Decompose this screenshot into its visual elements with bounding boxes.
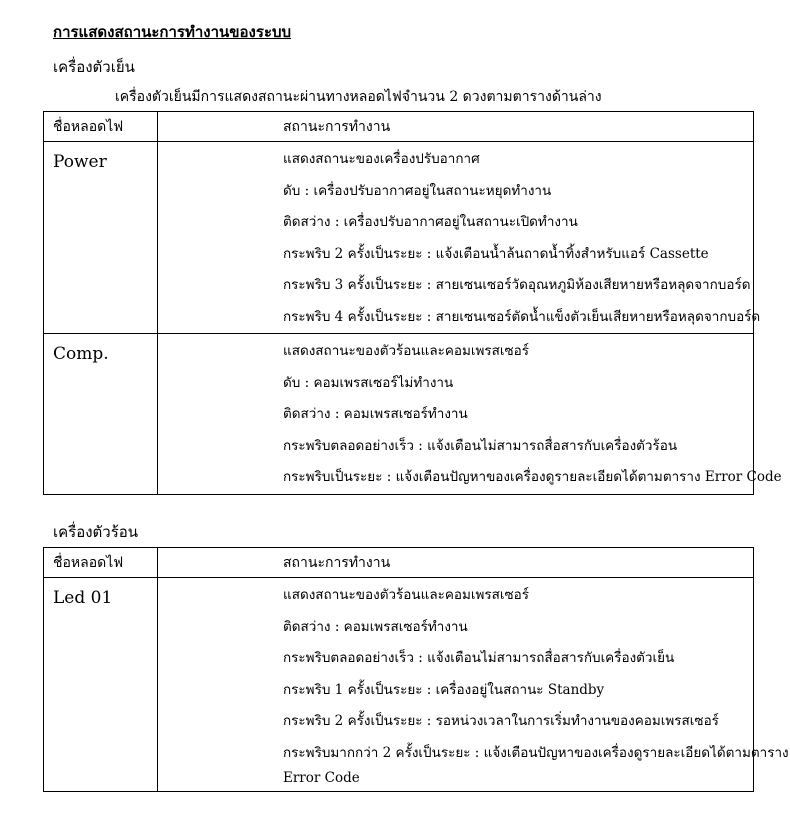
column-header-lamp-name: ชื่อหลอดไฟ [44,548,158,578]
status-line: กระพริบ 4 ครั้งเป็นระยะ : สายเซนเซอร์ตัดน้ำแข็งตัวเย็นเสียหายหรือหลุดจากบอร์ด [283,308,761,325]
status-line: ดับ : เครื่องปรับอากาศอยู่ในสถานะหยุดทำงาน [283,182,552,199]
table-header-row [44,548,754,578]
status-line: ติดสว่าง : คอมเพรสเซอร์ทำงาน [283,618,468,635]
status-line: ดับ : คอมเพรสเซอร์ไม่ทำงาน [283,374,454,391]
status-cell-comp [158,334,782,495]
table-header-row [44,112,754,142]
status-line: Error Code [283,769,360,786]
status-line: ติดสว่าง : คอมเพรสเซอร์ทำงาน [283,406,468,422]
table-row [44,142,754,334]
status-line: แสดงสถานะของตัวร้อนและคอมเพรสเซอร์ [283,343,530,359]
status-line: กระพริบ 2 ครั้งเป็นระยะ : แจ้งเตือนน้ำล้นถาดน้ำทิ้งสำหรับแอร์ Cassette [283,245,709,262]
outdoor-unit-heading: เครื่องตัวร้อน [53,523,139,541]
status-line: กระพริบตลอดอย่างเร็ว : แจ้งเตือนไม่สามารถสื่อสารกับเครื่องตัวเย็น [283,650,675,666]
indoor-unit-heading: เครื่องตัวเย็น [53,58,135,76]
table-row [44,578,754,792]
status-line: กระพริบตลอดอย่างเร็ว : แจ้งเตือนไม่สามารถสื่อสารกับเครื่องตัวร้อน [283,437,678,454]
lamp-name-led-01: Led 01 [44,578,158,792]
status-cell-power [158,142,761,334]
column-header-status: สถานะการทำงาน [158,112,754,142]
page-title: การแสดงสถานะการทำงานของระบบ [53,23,292,41]
column-header-lamp-name: ชื่อหลอดไฟ [44,112,158,142]
status-line: ติดสว่าง : เครื่องปรับอากาศอยู่ในสถานะเปิดทำงาน [283,214,578,230]
status-line: กระพริบ 1 ครั้งเป็นระยะ : เครื่องอยู่ในสถานะ Standby [283,681,605,698]
outdoor-led-table [43,547,789,792]
column-header-status: สถานะการทำงาน [158,548,754,578]
status-line: กระพริบมากกว่า 2 ครั้งเป็นระยะ : แจ้งเตือนปัญหาของเครื่องดูรายละเอียดได้ตามตาราง [283,744,789,761]
status-line: แสดงสถานะของตัวร้อนและคอมเพรสเซอร์ [283,587,530,603]
lamp-name-power: Power [44,142,158,334]
status-line: แสดงสถานะของเครื่องปรับอากาศ [283,151,480,167]
indoor-unit-intro: เครื่องตัวเย็นมีการแสดงสถานะผ่านทางหลอดไฟจำนวน 2 ดวงตามตารางด้านล่าง [115,89,602,105]
status-cell-led-01 [158,578,789,792]
table-row [44,334,754,495]
status-line: กระพริบ 3 ครั้งเป็นระยะ : สายเซนเซอร์วัดอุณหภูมิห้องเสียหายหรือหลุดจากบอร์ด [283,277,751,293]
lamp-name-comp: Comp. [44,334,158,495]
indoor-led-table [43,111,782,495]
status-line: กระพริบเป็นระยะ : แจ้งเตือนปัญหาของเครื่องดูรายละเอียดได้ตามตาราง Error Code [283,469,782,485]
status-line: กระพริบ 2 ครั้งเป็นระยะ : รอหน่วงเวลาในการเริ่มทำงานของคอมเพรสเซอร์ [283,713,719,729]
